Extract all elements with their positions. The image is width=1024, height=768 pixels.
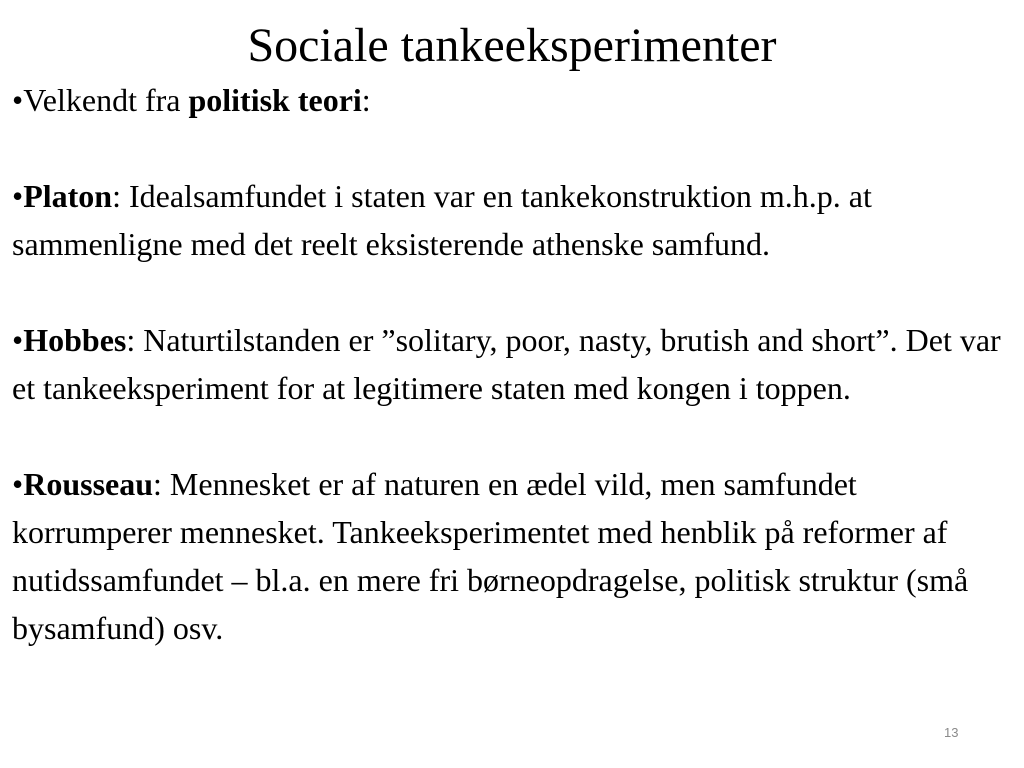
platon-text: Idealsamfundet i staten var en tankekonstruktion m.h.p. at sammenligne med det reelt eksisterende athenske samfund. [12, 178, 872, 262]
bullet-marker: • [12, 82, 24, 118]
slide-title: Sociale tankeeksperimenter [247, 19, 777, 72]
rousseau-text: Mennesket er af naturen en ædel vild, men samfundet korrumperer mennesket. Tankeeksperimentet med henblik på reformer af nutidssamfundet – bl.a. en mere fri børneopdragelse, politisk struktur (små bysamfund) osv. [12, 466, 969, 646]
hobbes-text: Naturtilstanden er ”solitary, poor, nasty, brutish and short”. Det var et tankeeksperiment for at legitimere staten med kongen i toppen. [12, 322, 1001, 406]
bullet-marker: • [12, 178, 24, 214]
term-colon: : [112, 178, 121, 214]
bullet-hobbes [12, 316, 1012, 412]
term-hobbes: Hobbes [23, 322, 127, 358]
spacer [12, 124, 1012, 172]
intro-term: politisk teori [188, 82, 362, 118]
term-colon: : [126, 322, 136, 358]
bullet-platon [12, 172, 1012, 268]
intro-prefix: Velkendt fra [23, 82, 189, 118]
intro-suffix: : [361, 82, 371, 118]
page-number: 13 [944, 725, 959, 740]
slide-body [12, 76, 1012, 652]
spacer [12, 268, 1012, 316]
intro-bullet [12, 76, 1012, 124]
term-platon: Platon [23, 178, 113, 214]
spacer [12, 412, 1012, 460]
term-colon: : [153, 466, 162, 502]
term-rousseau: Rousseau [23, 466, 154, 502]
bullet-rousseau [12, 460, 1012, 652]
bullet-marker: • [12, 466, 24, 502]
bullet-marker: • [12, 322, 24, 358]
